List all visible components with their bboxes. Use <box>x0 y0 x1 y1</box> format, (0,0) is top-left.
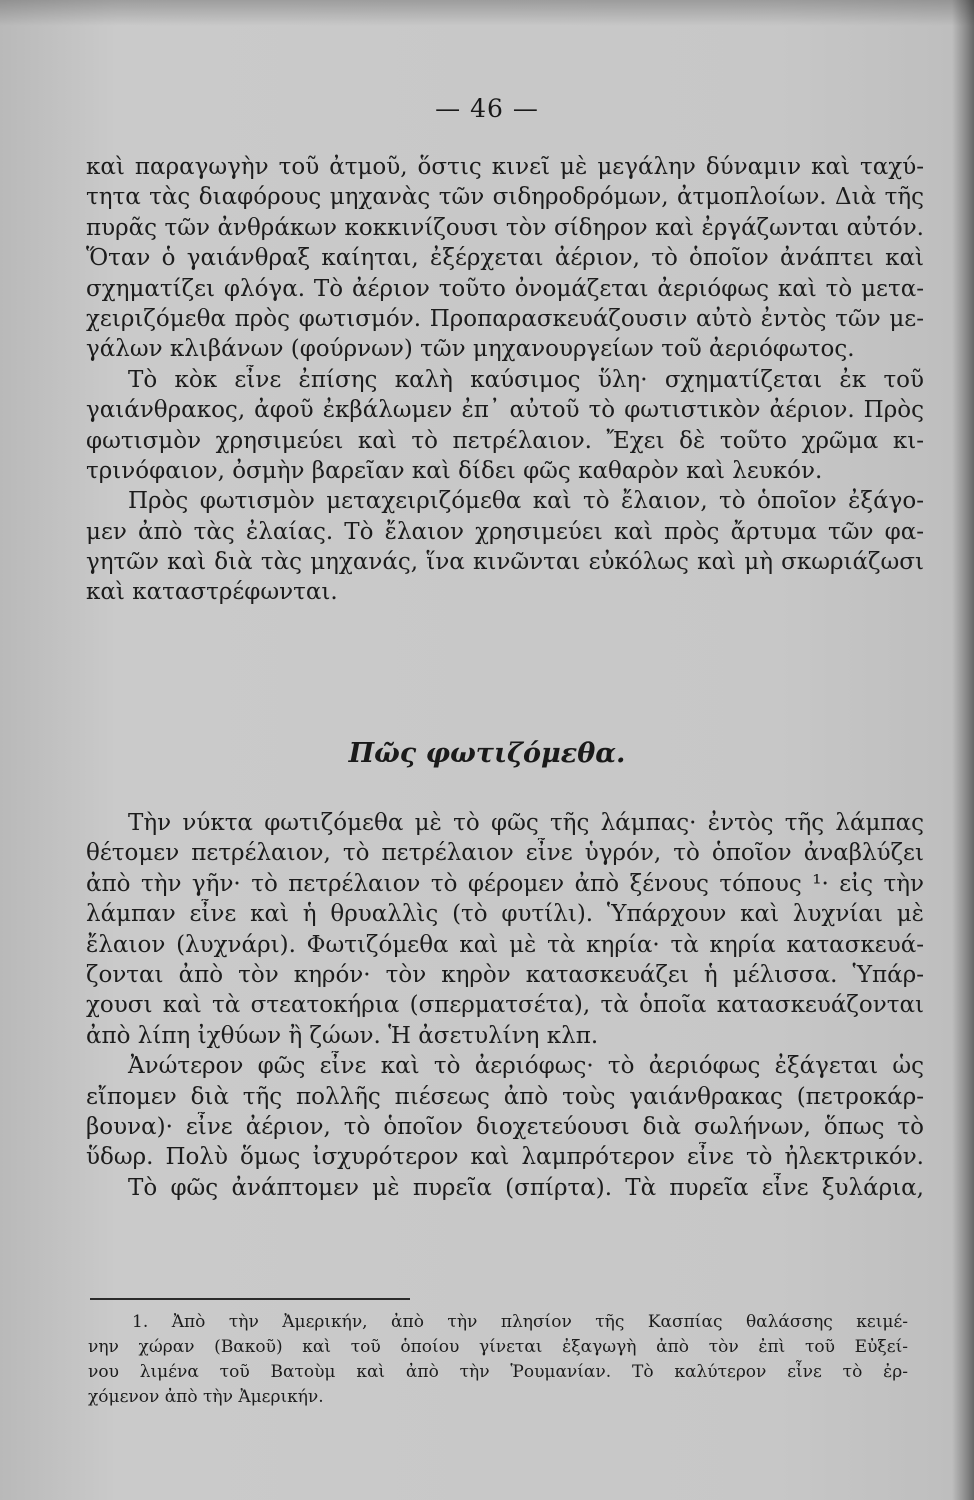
text-line: ἀπὸ λίπη ἰχθύων ἢ ζώων. Ἡ ἀσετυλίνη κλπ. <box>86 1022 599 1049</box>
text-line: Ἀνώτερον φῶς εἶνε καὶ τὸ ἀεριόφως· τὸ ἀεριόφως ἐξάγεται ὡς <box>128 1053 924 1080</box>
text-line: ὕδωρ. Πολὺ ὅμως ἰσχυρότερον καὶ λαμπρότερον εἶνε τὸ ἠλεκτρικόν. <box>86 1144 924 1171</box>
page-top-shadow <box>0 0 974 26</box>
text-line: ἀπὸ τὴν γῆν· τὸ πετρέλαιον τὸ φέρομεν ἀπὸ ξένους τόπους ¹· εἰς τὴν <box>86 870 924 897</box>
text-line: χειριζόμεθα πρὸς φωτισμόν. Προπαρασκευάζουσιν αὐτὸ ἐντὸς τῶν με- <box>86 305 924 332</box>
footnote-line: νου λιμένα τοῦ Βατοὺμ καὶ ἀπὸ τὴν Ῥουμανίαν. Τὸ καλύτερον εἶνε τὸ ἐρ- <box>88 1362 908 1382</box>
footnote-line: χόμενον ἀπὸ τὴν Ἀμερικήν. <box>88 1387 324 1407</box>
text-line: γητῶν καὶ διὰ τὰς μηχανάς, ἵνα κινῶνται εὐκόλως καὶ μὴ σκωριάζωσι <box>86 549 924 576</box>
footnote <box>88 1310 908 1410</box>
text-line: θέτομεν πετρέλαιον, τὸ πετρέλαιον εἶνε ὑγρόν, τὸ ὁποῖον ἀναβλύζει <box>86 840 924 867</box>
text-block-bottom <box>86 808 924 1203</box>
text-line: Πρὸς φωτισμὸν μεταχειριζόμεθα καὶ τὸ ἔλαιον, τὸ ὁποῖον ἐξάγο- <box>128 488 924 515</box>
text-line: γάλων κλιβάνων (φούρνων) τῶν μηχανουργείων τοῦ ἀεριόφωτος. <box>86 336 855 363</box>
section-heading: Πῶς φωτιζόμεθα. <box>348 738 626 769</box>
footnote-rule <box>90 1298 410 1300</box>
text-line: Τὸ κὸκ εἶνε ἐπίσης καλὴ καύσιμος ὕλη· σχηματίζεται ἐκ τοῦ <box>128 366 924 393</box>
text-line: καὶ παραγωγὴν τοῦ ἀτμοῦ, ὅστις κινεῖ μὲ μεγάλην δύναμιν καὶ ταχύ- <box>86 154 924 180</box>
text-line: μεν ἀπὸ τὰς ἐλαίας. Τὸ ἔλαιον χρησιμεύει καὶ πρὸς ἄρτυμα τῶν φα- <box>86 518 924 545</box>
text-line: εἴπομεν διὰ τῆς πολλῆς πιέσεως ἀπὸ τοὺς γαιάνθρακας (πετροκάρ- <box>86 1083 924 1110</box>
text-line: Τὴν νύκτα φωτιζόμεθα μὲ τὸ φῶς τῆς λάμπας· ἐντὸς τῆς λάμπας <box>128 810 924 836</box>
text-line: λάμπαν εἶνε καὶ ἡ θρυαλλὶς (τὸ φυτίλι). Ὑπάρχουν καὶ λυχνίαι μὲ <box>86 901 924 928</box>
text-line: καὶ καταστρέφωνται. <box>86 579 338 606</box>
text-line: φωτισμὸν χρησιμεύει καὶ τὸ πετρέλαιον. Ἔχει δὲ τοῦτο χρῶμα κι- <box>86 427 924 454</box>
text-line: Ὅταν ὁ γαιάνθραξ καίηται, ἐξέρχεται ἀέριον, τὸ ὁποῖον ἀνάπτει καὶ <box>86 245 924 272</box>
text-line: βουνα)· εἶνε ἀέριον, τὸ ὁποῖον διοχετεύουσι διὰ σωλήνων, ὅπως τὸ <box>86 1113 924 1140</box>
text-line: τρινόφαιον, ὀσμὴν βαρεῖαν καὶ δίδει φῶς καθαρὸν καὶ λευκόν. <box>86 457 823 484</box>
text-line: τητα τὰς διαφόρους μηχανὰς τῶν σιδηροδρόμων, ἀτμοπλοίων. Διὰ τῆς <box>86 184 924 211</box>
text-line: ζονται ἀπὸ τὸν κηρόν· τὸν κηρὸν κατασκευάζει ἡ μέλισσα. Ὑπάρ- <box>86 961 924 988</box>
text-line: πυρᾶς τῶν ἀνθράκων κοκκινίζουσι τὸν σίδηρον καὶ ἐργάζωνται αὐτόν. <box>86 214 924 241</box>
text-line: χουσι καὶ τὰ στεατοκήρια (σπερματσέτα), τὰ ὁποῖα κατασκευάζονται <box>86 992 924 1019</box>
page-number: — 46 — <box>435 94 539 123</box>
text-block-top <box>86 152 924 608</box>
footnote-line: 1. Ἀπὸ τὴν Ἀμερικήν, ἀπὸ τὴν πλησίον τῆς Κασπίας θαλάσσης κειμέ- <box>132 1312 908 1332</box>
text-line: Τὸ φῶς ἀνάπτομεν μὲ πυρεῖα (σπίρτα). Τὰ πυρεῖα εἶνε ξυλάρια, <box>128 1174 924 1201</box>
text-line: σχηματίζει φλόγα. Τὸ ἀέριον τοῦτο ὀνομάζεται ἀεριόφως καὶ τὸ μετα- <box>86 275 924 302</box>
footnote-line: νην χώραν (Βακοῦ) καὶ τοῦ ὁποίου γίνεται ἐξαγωγὴ ἀπὸ τὸν ἐπὶ τοῦ Εὐξεί- <box>88 1337 908 1357</box>
text-line: ἔλαιον (λυχνάρι). Φωτιζόμεθα καὶ μὲ τὰ κηρία· τὰ κηρία κατασκευά- <box>86 931 924 958</box>
text-line: γαιάνθρακος, ἀφοῦ ἐκβάλωμεν ἐπ᾽ αὐτοῦ τὸ φωτιστικὸν ἀέριον. Πρὸς <box>86 397 924 424</box>
